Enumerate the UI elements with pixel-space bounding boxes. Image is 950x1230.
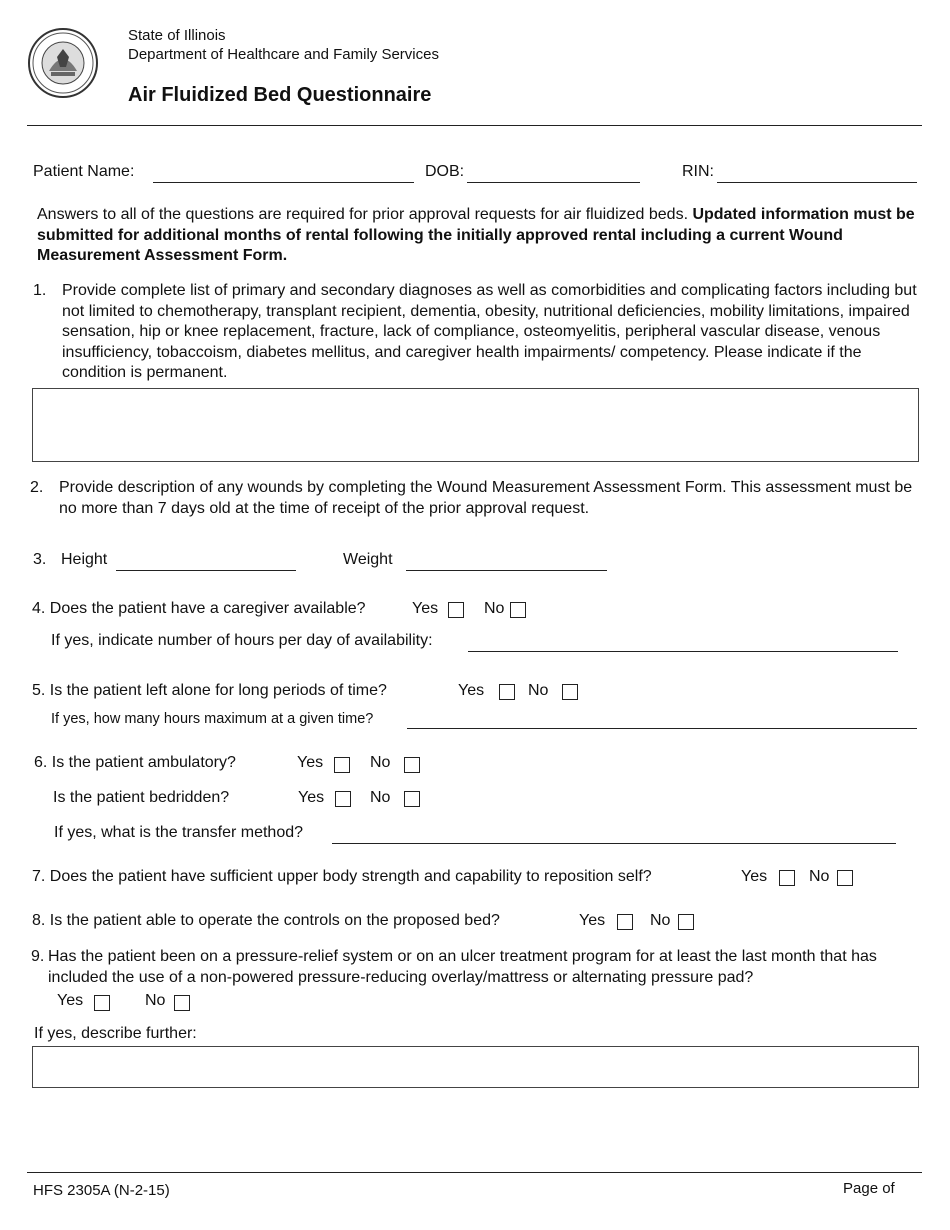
q4-no-checkbox[interactable] xyxy=(510,602,526,618)
q8-no-checkbox[interactable] xyxy=(678,914,694,930)
q8-yes-label: Yes xyxy=(579,912,606,929)
state-name: State of Illinois xyxy=(128,27,226,44)
q2-number: 2. xyxy=(30,479,44,496)
alone-hours-field[interactable] xyxy=(407,728,917,729)
q9-yes-label: Yes xyxy=(57,992,84,1009)
patient-name-field[interactable] xyxy=(153,182,414,183)
q2-text: Provide description of any wounds by completing the Wound Measurement Assessment Form. This assessment must be no more than 7 days old at the time of receipt of the prior approval request. xyxy=(59,479,913,517)
dob-label: DOB: xyxy=(425,163,465,180)
weight-label: Weight xyxy=(343,551,393,568)
weight-field[interactable] xyxy=(406,570,607,571)
q7-yes-label: Yes xyxy=(741,868,768,885)
q9-followup-label: If yes, describe further: xyxy=(34,1025,197,1042)
q5-yes-checkbox[interactable] xyxy=(499,684,515,700)
q9-no-label: No xyxy=(145,992,166,1009)
bedridden-yes-checkbox[interactable] xyxy=(335,791,351,807)
state-seal xyxy=(27,27,99,99)
q8-text: 8. Is the patient able to operate the controls on the proposed bed? xyxy=(32,912,500,929)
rin-label: RIN: xyxy=(682,163,714,180)
bedridden-label: Is the patient bedridden? xyxy=(53,789,230,806)
diagnoses-box[interactable] xyxy=(32,388,919,462)
q5-yes-label: Yes xyxy=(458,682,485,699)
page-number: Page of xyxy=(843,1180,895,1197)
q5-no-label: No xyxy=(528,682,549,699)
patient-name-label: Patient Name: xyxy=(33,163,135,180)
height-field[interactable] xyxy=(116,570,296,571)
q4-yes-checkbox[interactable] xyxy=(448,602,464,618)
q3-number: 3. xyxy=(33,551,47,568)
transfer-method-field[interactable] xyxy=(332,843,896,844)
q7-no-checkbox[interactable] xyxy=(837,870,853,886)
q5-text: 5. Is the patient left alone for long periods of time? xyxy=(32,682,387,699)
q1-text: Provide complete list of primary and secondary diagnoses as well as comorbidities and complicating factors including but not limited to chemotherapy, transplant recipient, dementia, obesity, nutritional deficiencies, mobility limitations, impaired sensation, hip or knee replacement, fracture, lack of compliance, osteomyelitis, peripheral vascular disease, venous insufficiency, tobaccoism, diabetes mellitus, and caregiver health impairments/ competency. Please indicate if the condition is permanent. xyxy=(62,282,917,381)
header-divider xyxy=(27,125,922,126)
q4-followup-label: If yes, indicate number of hours per day of availability: xyxy=(51,632,433,649)
page-title: Air Fluidized Bed Questionnaire xyxy=(128,84,432,106)
q1-number: 1. xyxy=(33,282,47,299)
rin-field[interactable] xyxy=(717,182,917,183)
bedridden-no-label: No xyxy=(370,789,391,806)
describe-further-box[interactable] xyxy=(32,1046,919,1088)
bedridden-yes-label: Yes xyxy=(298,789,325,806)
height-label: Height xyxy=(61,551,108,568)
department-name: Department of Healthcare and Family Services xyxy=(128,46,439,63)
q8-yes-checkbox[interactable] xyxy=(617,914,633,930)
q6-yes-label: Yes xyxy=(297,754,324,771)
seal-icon xyxy=(27,27,99,99)
q4-yes-label: Yes xyxy=(412,600,439,617)
q7-yes-checkbox[interactable] xyxy=(779,870,795,886)
q9-text: Has the patient been on a pressure-relief system or on an ulcer treatment program for at least the last month that has included the use of a non-powered pressure-reducing overlay/mattress or alternating pressure pad? xyxy=(48,948,877,986)
q7-text: 7. Does the patient have sufficient upper body strength and capability to reposition self? xyxy=(32,868,652,885)
q6-no-label: No xyxy=(370,754,391,771)
q8-no-label: No xyxy=(650,912,671,929)
q9-number: 9. xyxy=(31,948,45,965)
footer-divider xyxy=(27,1172,922,1173)
form-id: HFS 2305A (N-2-15) xyxy=(33,1182,170,1199)
q6-followup-label: If yes, what is the transfer method? xyxy=(54,824,304,841)
intro-text: Answers to all of the questions are required for prior approval requests for air fluidized beds. xyxy=(37,206,693,223)
dob-field[interactable] xyxy=(467,182,640,183)
q4-text: 4. Does the patient have a caregiver available? xyxy=(32,600,366,617)
q6-text: 6. Is the patient ambulatory? xyxy=(34,754,236,771)
intro-bold-text: Updated information must be submitted for additional months of rental following the initially approved rental including a current Wound Measurement Assessment Form. xyxy=(37,206,915,264)
caregiver-hours-field[interactable] xyxy=(468,651,898,652)
q6-yes-checkbox[interactable] xyxy=(334,757,350,773)
q6-no-checkbox[interactable] xyxy=(404,757,420,773)
q7-no-label: No xyxy=(809,868,830,885)
bedridden-no-checkbox[interactable] xyxy=(404,791,420,807)
q9-yes-checkbox[interactable] xyxy=(94,995,110,1011)
q5-no-checkbox[interactable] xyxy=(562,684,578,700)
q5-followup-label: If yes, how many hours maximum at a given time? xyxy=(51,711,374,727)
q4-no-label: No xyxy=(484,600,505,617)
intro-paragraph xyxy=(37,205,917,267)
q9-no-checkbox[interactable] xyxy=(174,995,190,1011)
